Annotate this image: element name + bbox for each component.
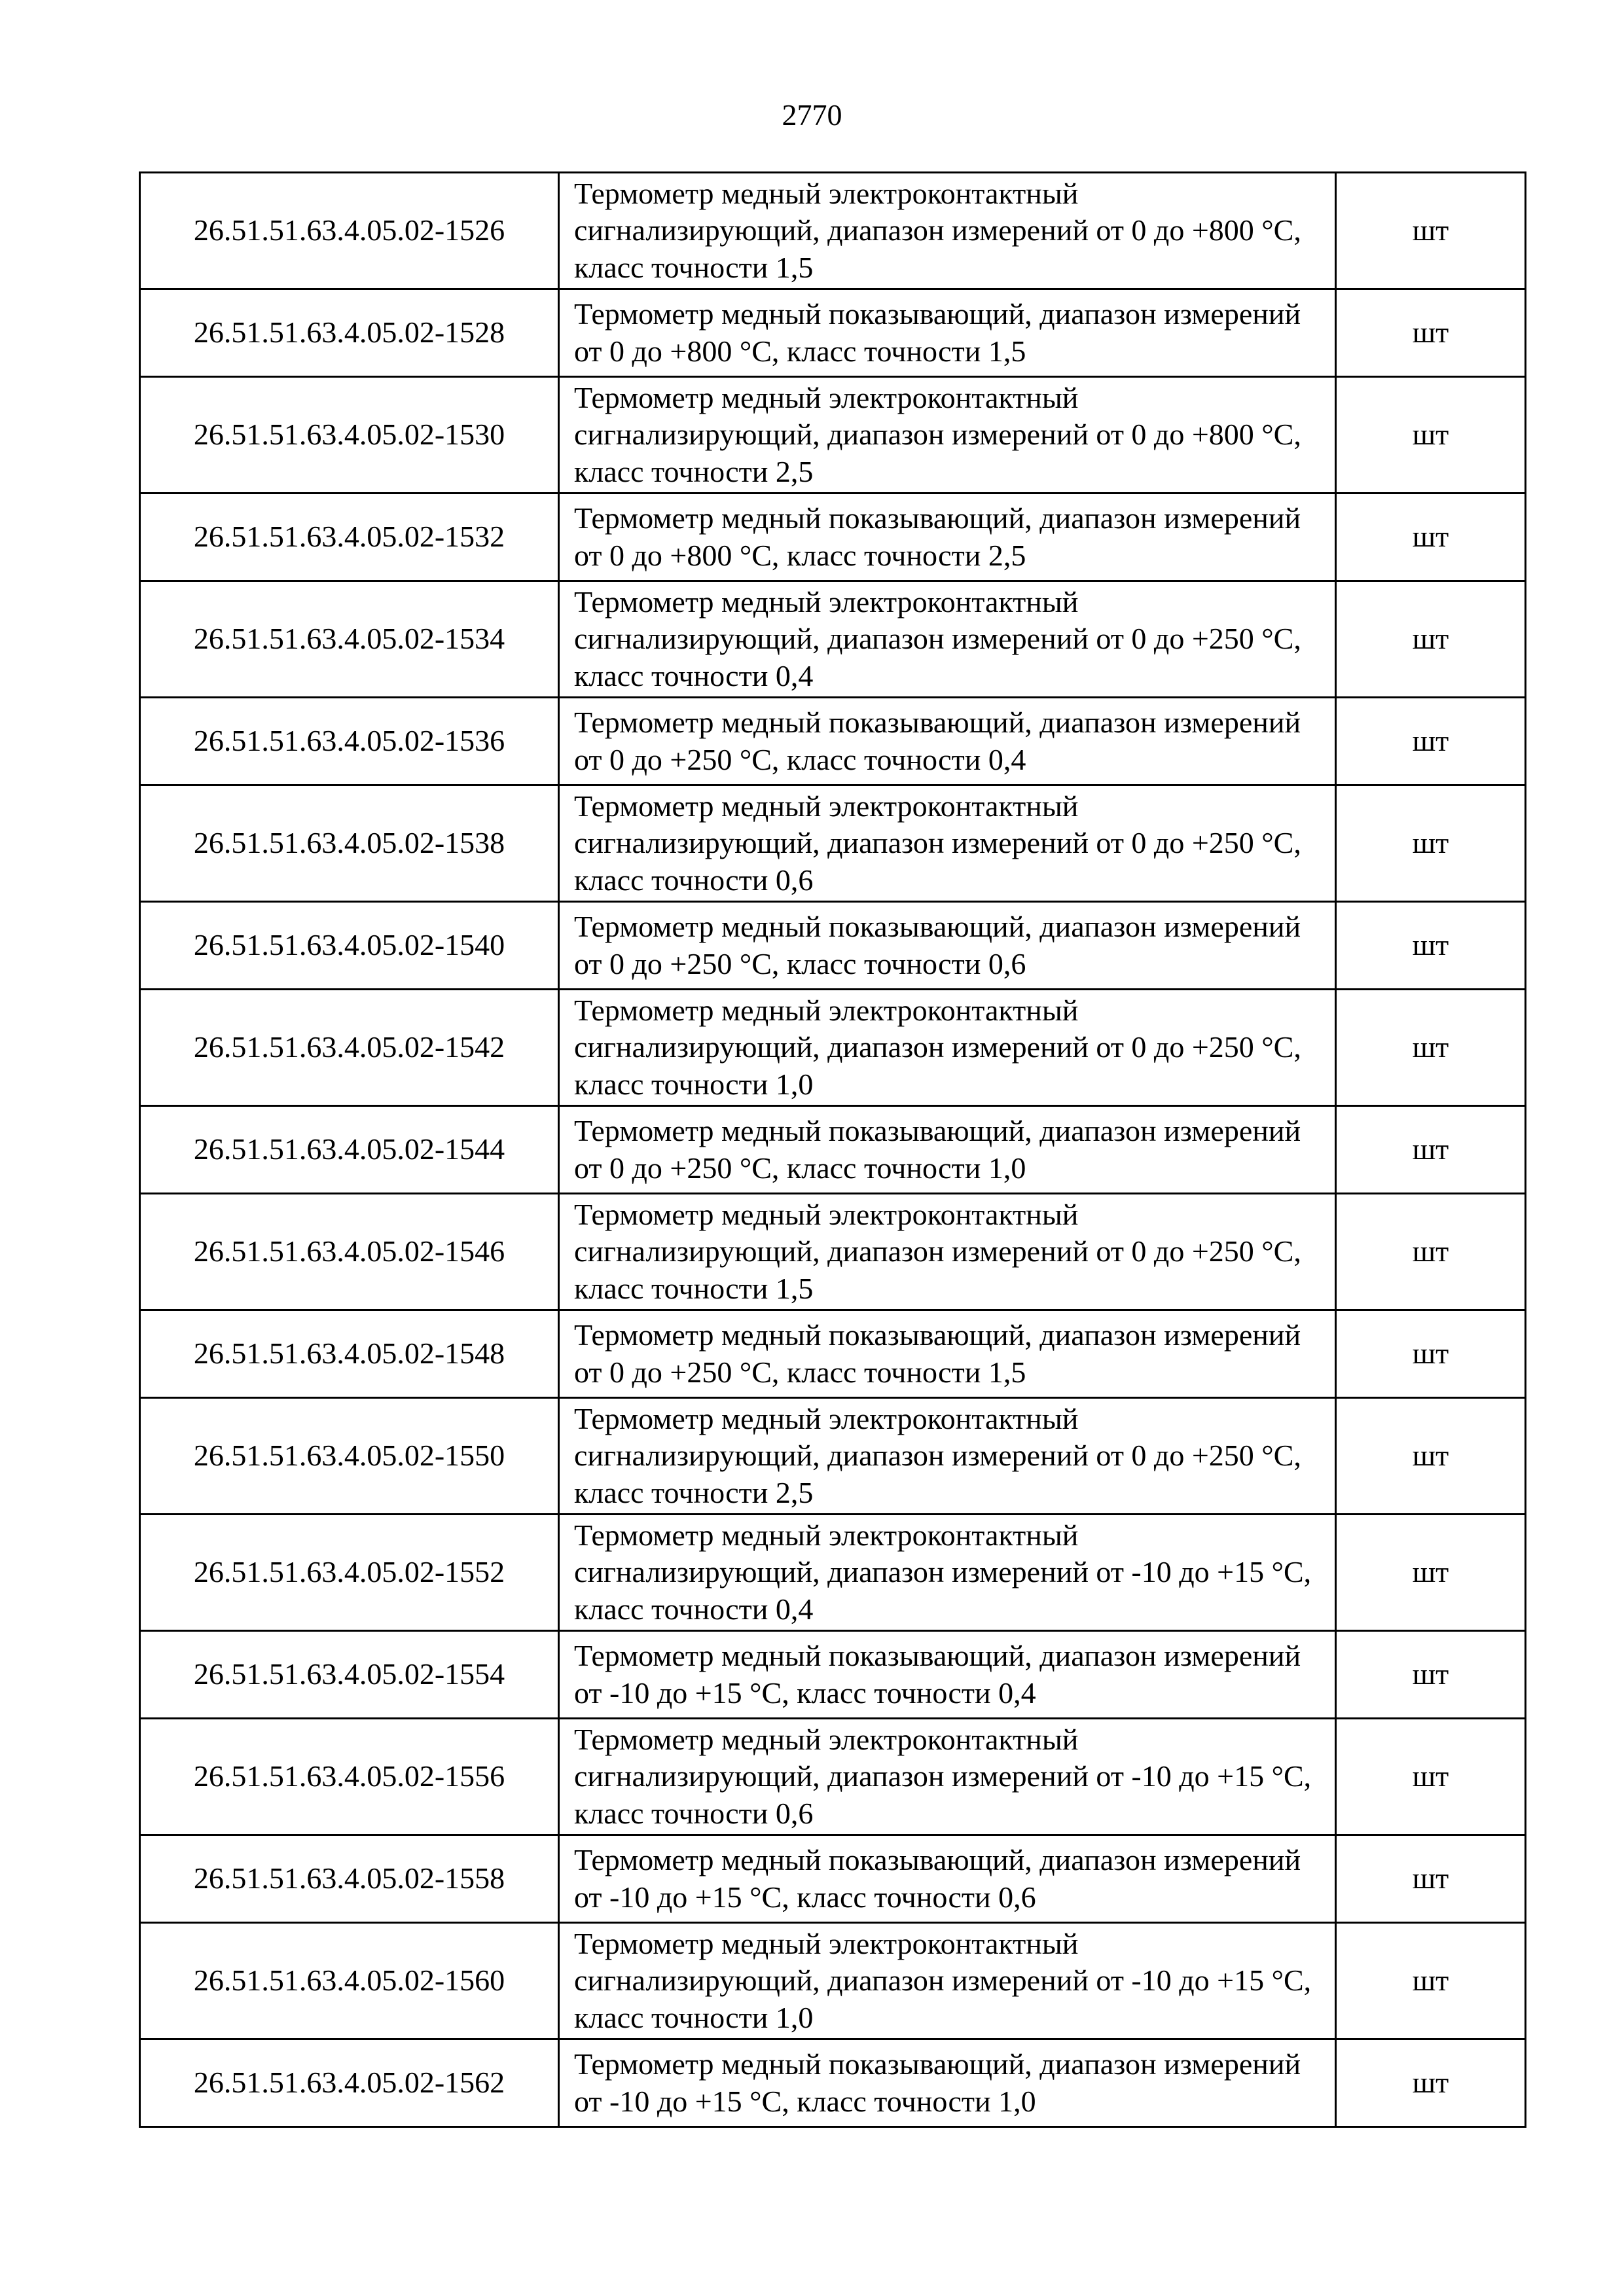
table-row	[140, 1515, 1526, 1631]
item-unit: шт	[1336, 173, 1526, 289]
table-row	[140, 2039, 1526, 2127]
table-row	[140, 1719, 1526, 1835]
item-code: 26.51.51.63.4.05.02-1548	[140, 1310, 559, 1398]
item-unit: шт	[1336, 1194, 1526, 1310]
item-code: 26.51.51.63.4.05.02-1528	[140, 289, 559, 377]
item-unit: шт	[1336, 902, 1526, 990]
catalog-table	[139, 171, 1526, 2128]
page-number: 2770	[782, 98, 842, 132]
table-row	[140, 1106, 1526, 1194]
item-code: 26.51.51.63.4.05.02-1532	[140, 493, 559, 581]
item-unit: шт	[1336, 2039, 1526, 2127]
item-unit: шт	[1336, 785, 1526, 902]
table-row	[140, 785, 1526, 902]
table-row	[140, 493, 1526, 581]
table-row	[140, 1835, 1526, 1923]
item-code: 26.51.51.63.4.05.02-1558	[140, 1835, 559, 1923]
table-row	[140, 581, 1526, 698]
item-description: Термометр медный показывающий, диапазон измерений от 0 до +250 °С, класс точности 0,4	[559, 698, 1336, 785]
item-description: Термометр медный электроконтактный сигнализирующий, диапазон измерений от 0 до +250 °С, класс точности 0,4	[559, 581, 1336, 698]
item-description: Термометр медный электроконтактный сигнализирующий, диапазон измерений от 0 до +250 °С, класс точности 0,6	[559, 785, 1336, 902]
table-row	[140, 698, 1526, 785]
table-row	[140, 990, 1526, 1106]
item-description: Термометр медный электроконтактный сигнализирующий, диапазон измерений от 0 до +250 °С, класс точности 1,5	[559, 1194, 1336, 1310]
item-code: 26.51.51.63.4.05.02-1554	[140, 1631, 559, 1719]
table-row	[140, 1923, 1526, 2039]
table-row	[140, 1398, 1526, 1515]
item-code: 26.51.51.63.4.05.02-1556	[140, 1719, 559, 1835]
table-row	[140, 902, 1526, 990]
table-row	[140, 289, 1526, 377]
item-unit: шт	[1336, 1398, 1526, 1515]
item-description: Термометр медный электроконтактный сигнализирующий, диапазон измерений от 0 до +800 °С, класс точности 1,5	[559, 173, 1336, 289]
item-code: 26.51.51.63.4.05.02-1538	[140, 785, 559, 902]
item-unit: шт	[1336, 1923, 1526, 2039]
item-unit: шт	[1336, 1106, 1526, 1194]
item-unit: шт	[1336, 289, 1526, 377]
item-code: 26.51.51.63.4.05.02-1544	[140, 1106, 559, 1194]
item-unit: шт	[1336, 1515, 1526, 1631]
item-unit: шт	[1336, 1719, 1526, 1835]
item-code: 26.51.51.63.4.05.02-1526	[140, 173, 559, 289]
item-code: 26.51.51.63.4.05.02-1542	[140, 990, 559, 1106]
item-unit: шт	[1336, 377, 1526, 493]
item-description: Термометр медный электроконтактный сигнализирующий, диапазон измерений от -10 до +15 °С, класс точности 0,4	[559, 1515, 1336, 1631]
item-unit: шт	[1336, 493, 1526, 581]
item-description: Термометр медный электроконтактный сигнализирующий, диапазон измерений от 0 до +250 °С, класс точности 2,5	[559, 1398, 1336, 1515]
item-code: 26.51.51.63.4.05.02-1562	[140, 2039, 559, 2127]
item-description: Термометр медный электроконтактный сигнализирующий, диапазон измерений от -10 до +15 °С, класс точности 1,0	[559, 1923, 1336, 2039]
item-description: Термометр медный показывающий, диапазон измерений от 0 до +250 °С, класс точности 1,0	[559, 1106, 1336, 1194]
item-unit: шт	[1336, 698, 1526, 785]
table-row	[140, 173, 1526, 289]
item-description: Термометр медный показывающий, диапазон измерений от 0 до +800 °С, класс точности 1,5	[559, 289, 1336, 377]
item-description: Термометр медный показывающий, диапазон измерений от -10 до +15 °С, класс точности 1,0	[559, 2039, 1336, 2127]
item-unit: шт	[1336, 1310, 1526, 1398]
item-code: 26.51.51.63.4.05.02-1536	[140, 698, 559, 785]
item-code: 26.51.51.63.4.05.02-1540	[140, 902, 559, 990]
item-code: 26.51.51.63.4.05.02-1546	[140, 1194, 559, 1310]
item-unit: шт	[1336, 1835, 1526, 1923]
item-unit: шт	[1336, 1631, 1526, 1719]
item-code: 26.51.51.63.4.05.02-1534	[140, 581, 559, 698]
item-description: Термометр медный электроконтактный сигнализирующий, диапазон измерений от -10 до +15 °С, класс точности 0,6	[559, 1719, 1336, 1835]
item-description: Термометр медный показывающий, диапазон измерений от 0 до +250 °С, класс точности 1,5	[559, 1310, 1336, 1398]
item-description: Термометр медный показывающий, диапазон измерений от 0 до +250 °С, класс точности 0,6	[559, 902, 1336, 990]
item-description: Термометр медный показывающий, диапазон измерений от -10 до +15 °С, класс точности 0,6	[559, 1835, 1336, 1923]
item-description: Термометр медный электроконтактный сигнализирующий, диапазон измерений от 0 до +800 °С, класс точности 2,5	[559, 377, 1336, 493]
item-code: 26.51.51.63.4.05.02-1560	[140, 1923, 559, 2039]
table-row	[140, 1194, 1526, 1310]
item-code: 26.51.51.63.4.05.02-1550	[140, 1398, 559, 1515]
item-description: Термометр медный показывающий, диапазон измерений от -10 до +15 °С, класс точности 0,4	[559, 1631, 1336, 1719]
table-row	[140, 1631, 1526, 1719]
item-unit: шт	[1336, 581, 1526, 698]
table-row	[140, 377, 1526, 493]
item-code: 26.51.51.63.4.05.02-1552	[140, 1515, 559, 1631]
item-code: 26.51.51.63.4.05.02-1530	[140, 377, 559, 493]
table-row	[140, 1310, 1526, 1398]
item-description: Термометр медный электроконтактный сигнализирующий, диапазон измерений от 0 до +250 °С, класс точности 1,0	[559, 990, 1336, 1106]
item-unit: шт	[1336, 990, 1526, 1106]
item-description: Термометр медный показывающий, диапазон измерений от 0 до +800 °С, класс точности 2,5	[559, 493, 1336, 581]
